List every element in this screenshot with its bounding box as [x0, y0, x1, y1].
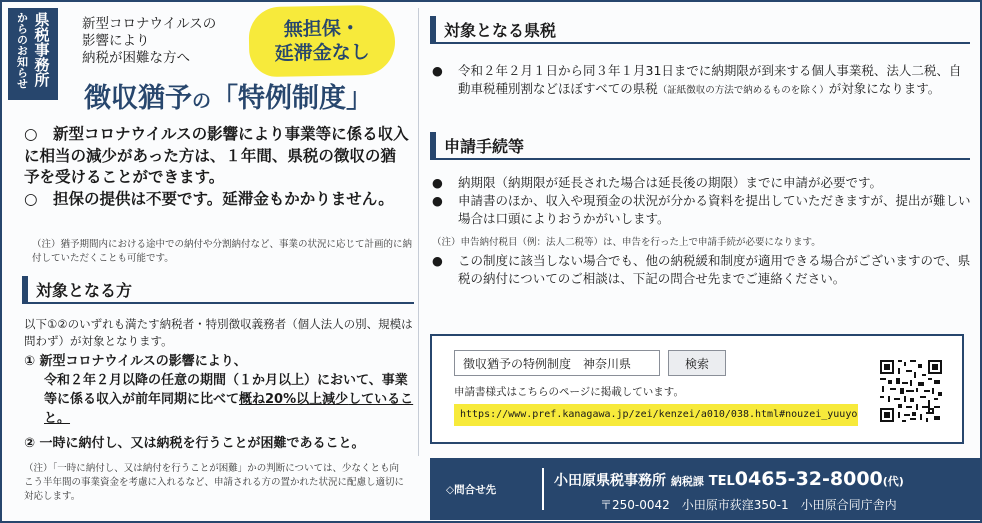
page-title [84, 76, 373, 115]
qr-code-icon[interactable] [878, 358, 944, 424]
eligible-taxes-exception: （証紙徴収の方法で納めるものを除く） [657, 85, 829, 96]
department-name: 納税課 [670, 475, 704, 488]
apply-item-1-text: 納期限（納期限が延長された場合は延長後の期限）までに申請が必要です。 [458, 175, 883, 190]
eligible-taxes-main: 令和２年２月１日から同３年１月31日までに納期限が到来する個人事業税、法人二税、自動車税種別割などほぼすべての県税 [458, 63, 962, 96]
contact-footer [430, 458, 980, 520]
condition-1-underline: 概ね20%以上減少 [239, 392, 349, 407]
condition-1-text: 令和２年２月以降の任意の期間（１か月以上）において、事業等に係る収入が前年同期に比べて [44, 373, 408, 407]
column-divider [418, 8, 419, 456]
subtitle-line-1: 新型コロナウイルスの [82, 16, 217, 32]
form-download-caption: 申請書様式はこちらのページに掲載しています。 [454, 386, 684, 398]
lead-paragraph-1: ○ 新型コロナウイルスの影響により事業等に係る収入に相当の減少があった方は、１年間、県税の徴収の猶予を受けることができます。 [24, 125, 409, 186]
apply-item-2-text: 申請書のほか、収入や現預金の状況が分かる資料を提出していただきますが、提出が難しい場合は口頭によりおうかがいします。 [458, 193, 971, 226]
office-address: 〒250-0042 小田原市荻窪350-1 小田原合同庁舎内 [600, 498, 897, 512]
difficulty-note: （注）「一時に納付し、又は納付を行うことが困難」かの判断については、少なくとも向こう半年間の事業資金を考慮に入れるなど、申請される方の置かれた状況に配慮し適切に対応します。 [24, 463, 405, 502]
condition-1-body [24, 371, 416, 428]
office-name: 小田原県税事務所 [554, 473, 666, 489]
condition-1-tail: していること。 [44, 392, 414, 426]
office-notice-badge [8, 8, 58, 100]
phone-number[interactable]: 0465-32-8000 [734, 468, 883, 490]
tel-prefix: TEL [708, 474, 735, 489]
section-heading-eligible-taxes: 対象となる県税 [430, 16, 970, 44]
title-part-2: の [192, 90, 212, 112]
badge-line-1: 県税事務所 [32, 12, 51, 87]
lead-paragraph-2: ○ 担保の提供は不要です。延滞金もかかりません。 [24, 189, 394, 208]
apply-item-3 [432, 252, 972, 288]
subtitle-line-3: 納税が困難な方へ [82, 50, 190, 66]
footer-separator [542, 468, 544, 510]
bubble-line-2: 延滞金なし [274, 41, 370, 65]
lead-text [24, 124, 409, 210]
bullet-icon: ● [432, 193, 443, 208]
condition-1-lead: ① 新型コロナウイルスの影響により、 [24, 354, 247, 369]
form-page-url[interactable]: https://www.pref.kanagawa.jp/zei/kenzei/a010/038.html#nouzei_yuuyo [454, 404, 858, 426]
title-part-3: 「特例制度」 [211, 83, 374, 114]
apply-note: （注）申告納付税目（例：法人二税等）は、申告を行った上で申請手続が必要になります。 [432, 237, 821, 248]
contact-label: ◇問合せ先 [446, 484, 497, 496]
subtitle-line-2: 影響により [82, 33, 150, 49]
search-input[interactable] [454, 350, 660, 376]
eligible-taxes-tail: が対象になります。 [828, 81, 941, 96]
tel-suffix: (代) [882, 475, 904, 488]
bullet-icon: ● [432, 175, 443, 190]
eligible-taxes-text [432, 62, 972, 100]
bullet-icon: ● [432, 63, 443, 78]
apply-item-2 [432, 192, 972, 228]
eligible-intro: 以下①②のいずれも満たす納税者・特別徴収義務者（個人法人の別、規模は問わず）が対象となります。 [24, 317, 413, 348]
installment-note: （注）猶予期間内における途中での納付や分割納付など、事業の状況に応じて計画的に納付していただくことも可能です。 [32, 239, 413, 264]
badge-line-2: からのお知らせ [15, 12, 29, 89]
search-button[interactable]: 検索 [668, 350, 726, 376]
condition-1 [24, 352, 416, 428]
search-panel [430, 334, 964, 444]
section-heading-application: 申請手続等 [430, 132, 970, 160]
title-part-1: 徴収猶予 [84, 83, 192, 114]
bullet-icon: ● [432, 253, 443, 268]
no-collateral-bubble [248, 5, 395, 78]
apply-item-1 [432, 174, 972, 192]
eligible-taxes-body [432, 62, 972, 100]
office-line [554, 468, 904, 490]
condition-2: ② 一時に納付し、又は納税を行うことが困難であること。 [24, 436, 365, 451]
section-heading-eligible-persons: 対象となる方 [22, 276, 414, 304]
bubble-line-1: 無担保・ [283, 17, 360, 41]
apply-item-3-text: この制度に該当しない場合でも、他の納税緩和制度が適用できる場合がございますので、県税の納付についてのご相談は、下記の問合せ先までご連絡ください。 [458, 253, 971, 286]
